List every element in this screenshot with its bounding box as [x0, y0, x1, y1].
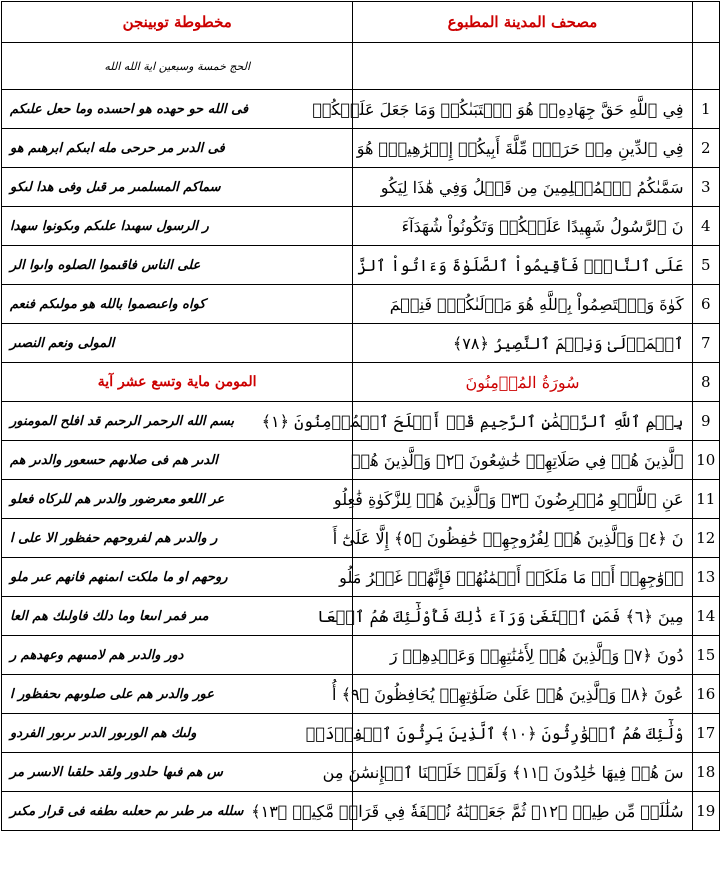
intro-row [2, 43, 720, 90]
manuscript-line: فى الله حو حهده هو احسده وما حعل علىكم [10, 101, 249, 117]
table-row [2, 753, 720, 792]
printed-cell [332, 675, 692, 714]
table-row [2, 519, 720, 558]
printed-cell [353, 324, 692, 363]
table-row [2, 480, 720, 519]
table-row [2, 363, 720, 402]
row-number: 11 [692, 480, 719, 519]
printed-header: مصحف المدينة المطبوع [353, 2, 692, 43]
printed-line: ٱلۡمَوۡلَىٰ وَنِعۡمَ ٱلنَّصِيرُ ﴿٧٨﴾ [452, 333, 684, 353]
manuscript-line: بسم الله الرحمر الرحىم قد افلح المومنور [10, 413, 234, 429]
number-header [692, 2, 719, 43]
printed-line: عَنِ ٱللَّغۡوِ مُعۡرِضُونَ ﴿٣﴾ وَٱلَّذِينَ هُمۡ لِلزَّكَوٰةِ فَٰعِلُو [333, 489, 684, 509]
table-row [2, 324, 720, 363]
printed-cell [353, 129, 692, 168]
printed-cell [353, 207, 692, 246]
printed-line: نَ ﴿٤﴾ وَٱلَّذِينَ هُمۡ لِفُرُوجِهِمۡ حَٰفِظُونَ ﴿٥﴾ إِلَّا عَلَىٰٓ أَ [332, 528, 684, 548]
row-number: 2 [692, 129, 719, 168]
comparison-table [1, 1, 720, 831]
row-number: 5 [692, 246, 719, 285]
table-row [2, 714, 720, 753]
manuscript-line: دور والدىر هم لامىىهم وعهدهم ر [10, 647, 184, 663]
table-row [2, 207, 720, 246]
row-number: 3 [692, 168, 719, 207]
manuscript-cell [2, 714, 353, 753]
row-number: 18 [692, 753, 719, 792]
printed-line: مِينَ ﴿٦﴾ فَمَنِ ٱبۡتَغَىٰ وَرَآءَ ذَٰلِكَ فَأُوْلَٰٓئِكَ هُمُ ٱلۡعَا [317, 606, 684, 626]
printed-cell [305, 714, 692, 753]
printed-cell [251, 792, 692, 831]
table-row [2, 792, 720, 831]
manuscript-line: كواه واعىصموا بالله هو مولىكم فنعم [10, 296, 206, 312]
manuscript-cell [2, 597, 353, 636]
table-row [2, 90, 720, 129]
printed-line: فِي ٱلدِّينِ مِنۡ حَرَجٖۚ مِّلَّةَ أَبِيكُمۡ إِبۡرَٰهِيمَۚ هُوَ [356, 138, 684, 158]
manuscript-cell [2, 441, 353, 480]
printed-line: سَمَّىٰكُمُ ٱلۡمُسۡلِمِينَ مِن قَبۡلُ وَفِي هَٰذَا لِيَكُو [380, 177, 684, 197]
printed-line: عَلَى ٱلنَّاسِۚ فَأَقِيمُواْ ٱلصَّلَوٰةَ وَءَاتُواْ ٱلزَّ [357, 255, 684, 275]
manuscript-cell [2, 753, 353, 792]
manuscript-cell [2, 519, 353, 558]
manuscript-line: عر اللعو معرضور والدىر هم للركاه فعلو [10, 491, 225, 507]
printed-cell [339, 558, 692, 597]
row-number: 1 [692, 90, 719, 129]
row-number: 12 [692, 519, 719, 558]
header-row [2, 2, 720, 43]
manuscript-cell [2, 636, 353, 675]
printed-cell [353, 246, 692, 285]
printed-line: زۡوَٰجِهِمۡ أَوۡ مَا مَلَكَتۡ أَيۡمَٰنُهُمۡ فَإِنَّهُمۡ غَيۡرُ مَلُو [339, 567, 684, 587]
table-row [2, 246, 720, 285]
printed-line: ٱلَّذِينَ هُمۡ فِي صَلَاتِهِمۡ خَٰشِعُونَ ﴿٢﴾ وَٱلَّذِينَ هُمۡ [351, 450, 684, 470]
printed-cell [353, 441, 692, 480]
row-number: 13 [692, 558, 719, 597]
printed-line: عُونَ ﴿٨﴾ وَٱلَّذِينَ هُمۡ عَلَىٰ صَلَوَٰتِهِمۡ يُحَافِظُونَ ﴿٩﴾ أُ [332, 684, 684, 704]
manuscript-line: سماكم المسلمىر مر قىل وفى هدا لىكو [10, 179, 221, 195]
row-number: 17 [692, 714, 719, 753]
printed-line: سُلَٰلَةٖ مِّن طِينٖ ﴿١٢﴾ ثُمَّ جَعَلۡنَٰهُ نُطۡفَةٗ فِي قَرَارٖ مَّكِينٖ ﴿١٣﴾ [251, 801, 684, 821]
row-number: 7 [692, 324, 719, 363]
intro-number-cell [692, 43, 719, 90]
row-number: 8 [692, 363, 719, 402]
printed-cell [261, 402, 692, 441]
row-number: 14 [692, 597, 719, 636]
row-number: 19 [692, 792, 719, 831]
manuscript-line: س هم فىها حلدور ولقد حلقىا الاىسر مر [10, 764, 223, 780]
table-row [2, 168, 720, 207]
manuscript-header: مخطوطة توبينجن [2, 2, 353, 43]
table-row [2, 675, 720, 714]
manuscript-cell [2, 168, 353, 207]
manuscript-line: ولىك هم الورىور الدىر ىرىور الفردو [10, 725, 197, 741]
table-row [2, 285, 720, 324]
manuscript-line: سلله مر طىر ىم حعلىه ىطفه فى قرار مكىر [10, 803, 244, 819]
row-number: 10 [692, 441, 719, 480]
manuscript-cell [2, 246, 353, 285]
printed-cell [353, 168, 692, 207]
manuscript-cell [2, 480, 353, 519]
manuscript-line: الدىر هم فى صلاىهم حسعور والدىر هم [10, 452, 218, 468]
printed-cell [333, 480, 692, 519]
manuscript-cell [2, 363, 353, 402]
printed-line: نَ ٱلرَّسُولُ شَهِيدًا عَلَيۡكُمۡ وَتَكُونُواْ شُهَدَآءَ [401, 216, 684, 236]
manuscript-line: ر والدىر هم لفروحهم حفظور الا على ا [10, 530, 218, 546]
manuscript-cell [2, 90, 353, 129]
table-row [2, 558, 720, 597]
manuscript-cell [2, 675, 353, 714]
row-number: 15 [692, 636, 719, 675]
manuscript-line: عور والدىر هم على صلوىهم ىحفظور ا [10, 686, 214, 702]
intro-printed-cell [353, 43, 692, 90]
printed-cell [353, 285, 692, 324]
printed-cell [317, 597, 692, 636]
table-row [2, 129, 720, 168]
printed-cell [322, 753, 692, 792]
printed-line: كَوٰةَ وَٱعۡتَصِمُواْ بِٱللَّهِ هُوَ مَوۡلَىٰكُمۡۖ فَنِعۡمَ [389, 294, 684, 314]
table-row [2, 402, 720, 441]
surah-manuscript-title: المومن مایة وتسع عشر آية [97, 374, 257, 390]
manuscript-cell [2, 324, 353, 363]
table-row [2, 441, 720, 480]
manuscript-line: مىر فمر اىىعا وما دلك فاولىك هم العا [10, 608, 209, 624]
manuscript-cell [2, 207, 353, 246]
manuscript-line: ر الرسول سهىدا علىكم وىكونوا سهدا [10, 218, 209, 234]
manuscript-cell [2, 129, 353, 168]
row-number: 6 [692, 285, 719, 324]
table-row [2, 597, 720, 636]
row-number: 4 [692, 207, 719, 246]
manuscript-line: روحهم او ما ملكت اىمنهم فانهم عىر ملو [10, 569, 228, 585]
printed-line: دُونَ ﴿٧﴾ وَٱلَّذِينَ هُمۡ لِأَمَٰنَٰتِهِمۡ وَعَهۡدِهِمۡ رَ [389, 645, 684, 665]
manuscript-cell [2, 558, 353, 597]
printed-line: سَ هُمۡ فِيهَا خَٰلِدُونَ ﴿١١﴾ وَلَقَدۡ خَلَقۡنَا ٱلۡإِنسَٰنَ مِن [322, 762, 684, 782]
row-number: 9 [692, 402, 719, 441]
manuscript-line: فى الدىر مر حرحى مله ابىكم ابرهىم هو [10, 140, 225, 156]
printed-line: بِسۡمِ ٱللَّهِ ٱلرَّحۡمَٰنِ ٱلرَّحِيمِ قَدۡ أَفۡلَحَ ٱلۡمُؤۡمِنُونَ ﴿١﴾ [261, 411, 684, 431]
printed-cell [353, 363, 692, 402]
manuscript-cell [2, 285, 353, 324]
manuscript-line: المولى ونعم النصىر [10, 335, 115, 351]
intro-manuscript-cell [2, 43, 353, 90]
printed-cell [332, 519, 692, 558]
manuscript-line: على الناس فاقىموا الصلوه واىوا الر [10, 257, 201, 273]
intro-manuscript-text: الحج خمسة وسبعين اية الله الله [104, 59, 251, 73]
table-row [2, 636, 720, 675]
printed-cell [353, 636, 692, 675]
printed-line: فِي ٱللَّهِ حَقَّ جِهَادِهِۦۚ هُوَ ٱجۡتَبَىٰكُمۡ وَمَا جَعَلَ عَلَيۡكُمۡ [312, 99, 684, 119]
printed-line: وْلَٰٓئِكَ هُمُ ٱلۡوَٰرِثُونَ ﴿١٠﴾ ٱلَّذِينَ يَرِثُونَ ٱلۡفِرۡدَوۡ [305, 723, 684, 743]
surah-title: سُورَةُ المُؤۡمِنُونَ [465, 372, 580, 392]
printed-cell [312, 90, 692, 129]
row-number: 16 [692, 675, 719, 714]
